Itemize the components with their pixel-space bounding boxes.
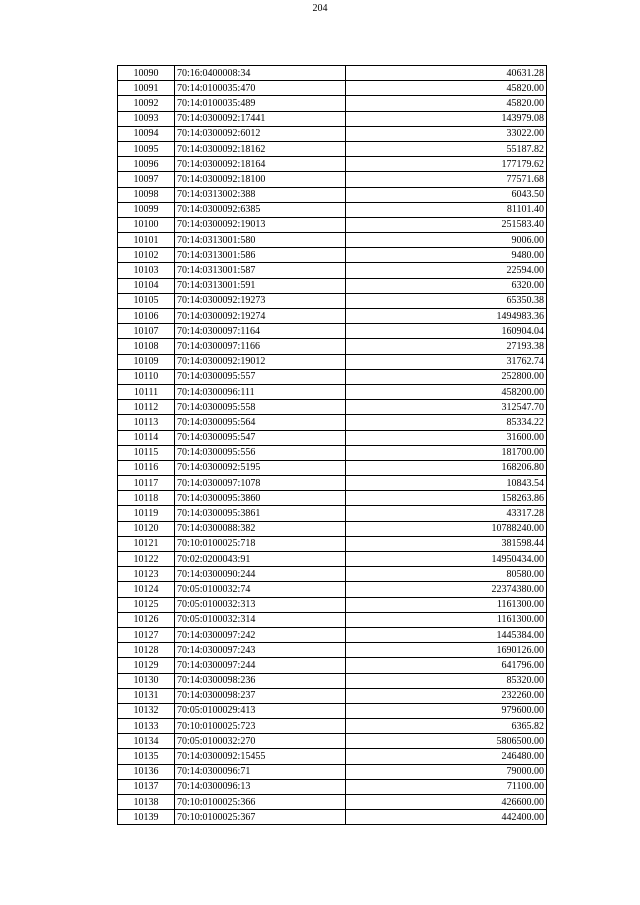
row-number-cell: 10120 [118,521,175,536]
cadastral-value-cell: 312547.70 [346,400,547,415]
cadastral-value-cell: 9480.00 [346,248,547,263]
cadastral-number-cell: 70:14:0300098:237 [175,688,346,703]
row-number-cell: 10118 [118,491,175,506]
row-number-cell: 10099 [118,202,175,217]
cadastral-number-cell: 70:10:0100025:367 [175,810,346,825]
cadastral-value-cell: 6043.50 [346,187,547,202]
table-row [118,673,547,688]
cadastral-number-cell: 70:14:0300088:382 [175,521,346,536]
cadastral-number-cell: 70:14:0300092:19274 [175,309,346,324]
table-row [118,415,547,430]
row-number-cell: 10127 [118,627,175,642]
cadastral-number-cell: 70:14:0300097:242 [175,627,346,642]
row-number-cell: 10114 [118,430,175,445]
cadastral-value-cell: 81101.40 [346,202,547,217]
row-number-cell: 10117 [118,476,175,491]
row-number-cell: 10096 [118,157,175,172]
cadastral-number-cell: 70:14:0300097:1166 [175,339,346,354]
row-number-cell: 10101 [118,233,175,248]
cadastral-value-cell: 160904.04 [346,324,547,339]
cadastral-number-cell: 70:14:0300095:547 [175,430,346,445]
cadastral-number-cell: 70:14:0300092:18162 [175,141,346,156]
cadastral-number-cell: 70:05:0100032:313 [175,597,346,612]
cadastral-value-cell: 177179.62 [346,157,547,172]
cadastral-value-cell: 65350.38 [346,293,547,308]
cadastral-value-cell: 55187.82 [346,141,547,156]
cadastral-value-cell: 458200.00 [346,384,547,399]
row-number-cell: 10126 [118,612,175,627]
table-row [118,734,547,749]
table-row [118,749,547,764]
cadastral-value-cell: 10788240.00 [346,521,547,536]
cadastral-value-cell: 43317.28 [346,506,547,521]
cadastral-value-cell: 1161300.00 [346,597,547,612]
cadastral-value-table [117,65,547,825]
cadastral-value-cell: 979600.00 [346,703,547,718]
page-number: 204 [312,3,328,14]
table-row [118,779,547,794]
table-row [118,172,547,187]
row-number-cell: 10095 [118,141,175,156]
cadastral-number-cell: 70:16:0400008:34 [175,66,346,81]
cadastral-number-cell: 70:14:0300092:19273 [175,293,346,308]
cadastral-number-cell: 70:14:0300098:236 [175,673,346,688]
table-row [118,369,547,384]
row-number-cell: 10134 [118,734,175,749]
row-number-cell: 10093 [118,111,175,126]
cadastral-number-cell: 70:14:0300095:3860 [175,491,346,506]
cadastral-number-cell: 70:14:0300095:556 [175,445,346,460]
cadastral-value-cell: 168206.80 [346,460,547,475]
row-number-cell: 10097 [118,172,175,187]
cadastral-value-cell: 14950434.00 [346,552,547,567]
row-number-cell: 10102 [118,248,175,263]
cadastral-number-cell: 70:14:0300097:1164 [175,324,346,339]
cadastral-number-cell: 70:14:0100035:470 [175,81,346,96]
cadastral-value-cell: 252800.00 [346,369,547,384]
row-number-cell: 10139 [118,810,175,825]
row-number-cell: 10106 [118,309,175,324]
row-number-cell: 10123 [118,567,175,582]
cadastral-number-cell: 70:14:0300095:3861 [175,506,346,521]
table-row [118,536,547,551]
cadastral-value-cell: 246480.00 [346,749,547,764]
cadastral-value-cell: 10843.54 [346,476,547,491]
cadastral-value-cell: 85334.22 [346,415,547,430]
row-number-cell: 10124 [118,582,175,597]
cadastral-number-cell: 70:14:0300092:18164 [175,157,346,172]
row-number-cell: 10128 [118,643,175,658]
row-number-cell: 10115 [118,445,175,460]
cadastral-value-cell: 1494983.36 [346,309,547,324]
cadastral-value-cell: 71100.00 [346,779,547,794]
cadastral-value-cell: 79000.00 [346,764,547,779]
table-row [118,719,547,734]
table-row [118,111,547,126]
table-row [118,157,547,172]
cadastral-value-cell: 40631.28 [346,66,547,81]
cadastral-value-cell: 181700.00 [346,445,547,460]
cadastral-value-cell: 158263.86 [346,491,547,506]
row-number-cell: 10105 [118,293,175,308]
cadastral-number-cell: 70:14:0300092:17441 [175,111,346,126]
row-number-cell: 10121 [118,536,175,551]
cadastral-number-cell: 70:14:0300092:18100 [175,172,346,187]
row-number-cell: 10129 [118,658,175,673]
row-number-cell: 10116 [118,460,175,475]
cadastral-value-cell: 232260.00 [346,688,547,703]
table-row [118,627,547,642]
row-number-cell: 10100 [118,217,175,232]
cadastral-number-cell: 70:05:0100032:314 [175,612,346,627]
table-row [118,612,547,627]
cadastral-value-cell: 85320.00 [346,673,547,688]
table-row [118,233,547,248]
cadastral-value-cell: 1445384.00 [346,627,547,642]
row-number-cell: 10091 [118,81,175,96]
table-row [118,810,547,825]
cadastral-number-cell: 70:10:0100025:723 [175,719,346,734]
table-row [118,764,547,779]
cadastral-value-cell: 45820.00 [346,96,547,111]
table-row [118,202,547,217]
cadastral-number-cell: 70:05:0100029:413 [175,703,346,718]
row-number-cell: 10136 [118,764,175,779]
cadastral-value-cell: 31762.74 [346,354,547,369]
cadastral-value-cell: 426600.00 [346,795,547,810]
table-row [118,141,547,156]
table-row [118,567,547,582]
cadastral-number-cell: 70:14:0300092:5195 [175,460,346,475]
cadastral-value-cell: 442400.00 [346,810,547,825]
cadastral-value-cell: 22374380.00 [346,582,547,597]
table-row [118,309,547,324]
table-row [118,81,547,96]
cadastral-number-cell: 70:14:0100035:489 [175,96,346,111]
row-number-cell: 10113 [118,415,175,430]
cadastral-number-cell: 70:14:0300095:557 [175,369,346,384]
table-row [118,597,547,612]
cadastral-number-cell: 70:14:0300097:1078 [175,476,346,491]
table-row [118,354,547,369]
cadastral-number-cell: 70:05:0100032:270 [175,734,346,749]
cadastral-number-cell: 70:14:0300096:71 [175,764,346,779]
table-row [118,703,547,718]
cadastral-value-cell: 6320.00 [346,278,547,293]
row-number-cell: 10131 [118,688,175,703]
table-body [118,66,547,825]
cadastral-value-cell: 77571.68 [346,172,547,187]
cadastral-value-cell: 381598.44 [346,536,547,551]
cadastral-value-cell: 251583.40 [346,217,547,232]
table-row [118,96,547,111]
table-row [118,658,547,673]
cadastral-number-cell: 70:02:0200043:91 [175,552,346,567]
table-row [118,293,547,308]
cadastral-value-cell: 143979.08 [346,111,547,126]
row-number-cell: 10109 [118,354,175,369]
table-row [118,521,547,536]
row-number-cell: 10137 [118,779,175,794]
cadastral-value-cell: 33022.00 [346,126,547,141]
cadastral-number-cell: 70:14:0313001:580 [175,233,346,248]
table-row [118,460,547,475]
cadastral-number-cell: 70:14:0300095:564 [175,415,346,430]
table-row [118,278,547,293]
cadastral-value-cell: 1690126.00 [346,643,547,658]
cadastral-value-cell: 27193.38 [346,339,547,354]
cadastral-value-cell: 5806500.00 [346,734,547,749]
table-row [118,263,547,278]
row-number-cell: 10132 [118,703,175,718]
cadastral-number-cell: 70:14:0300092:19013 [175,217,346,232]
table-row [118,643,547,658]
table-row [118,491,547,506]
cadastral-number-cell: 70:14:0300092:15455 [175,749,346,764]
table-row [118,430,547,445]
cadastral-value-cell: 6365.82 [346,719,547,734]
row-number-cell: 10122 [118,552,175,567]
row-number-cell: 10092 [118,96,175,111]
row-number-cell: 10090 [118,66,175,81]
cadastral-number-cell: 70:14:0313001:587 [175,263,346,278]
row-number-cell: 10110 [118,369,175,384]
cadastral-number-cell: 70:14:0313002:388 [175,187,346,202]
row-number-cell: 10133 [118,719,175,734]
cadastral-number-cell: 70:14:0300092:19012 [175,354,346,369]
cadastral-number-cell: 70:14:0313001:586 [175,248,346,263]
table-row [118,552,547,567]
cadastral-value-cell: 1161300.00 [346,612,547,627]
cadastral-value-cell: 9006.00 [346,233,547,248]
row-number-cell: 10125 [118,597,175,612]
row-number-cell: 10103 [118,263,175,278]
table-row [118,66,547,81]
row-number-cell: 10112 [118,400,175,415]
row-number-cell: 10098 [118,187,175,202]
row-number-cell: 10111 [118,384,175,399]
table-row [118,795,547,810]
cadastral-number-cell: 70:14:0300092:6385 [175,202,346,217]
cadastral-number-cell: 70:14:0300096:13 [175,779,346,794]
cadastral-number-cell: 70:14:0313001:591 [175,278,346,293]
row-number-cell: 10138 [118,795,175,810]
cadastral-value-cell: 31600.00 [346,430,547,445]
table-row [118,384,547,399]
cadastral-value-cell: 45820.00 [346,81,547,96]
row-number-cell: 10107 [118,324,175,339]
table-row [118,582,547,597]
cadastral-number-cell: 70:14:0300090:244 [175,567,346,582]
table-row [118,187,547,202]
row-number-cell: 10108 [118,339,175,354]
table-row [118,445,547,460]
table-row [118,476,547,491]
cadastral-value-cell: 80580.00 [346,567,547,582]
table-row [118,688,547,703]
cadastral-number-cell: 70:14:0300092:6012 [175,126,346,141]
table-row [118,217,547,232]
cadastral-number-cell: 70:05:0100032:74 [175,582,346,597]
cadastral-number-cell: 70:14:0300095:558 [175,400,346,415]
cadastral-number-cell: 70:10:0100025:718 [175,536,346,551]
row-number-cell: 10135 [118,749,175,764]
table-row [118,324,547,339]
cadastral-value-cell: 22594.00 [346,263,547,278]
table-row [118,506,547,521]
table-row [118,126,547,141]
table-row [118,400,547,415]
cadastral-number-cell: 70:14:0300097:243 [175,643,346,658]
cadastral-value-cell: 641796.00 [346,658,547,673]
row-number-cell: 10119 [118,506,175,521]
cadastral-number-cell: 70:10:0100025:366 [175,795,346,810]
cadastral-number-cell: 70:14:0300096:111 [175,384,346,399]
row-number-cell: 10104 [118,278,175,293]
row-number-cell: 10130 [118,673,175,688]
row-number-cell: 10094 [118,126,175,141]
cadastral-number-cell: 70:14:0300097:244 [175,658,346,673]
table-row [118,339,547,354]
table-row [118,248,547,263]
